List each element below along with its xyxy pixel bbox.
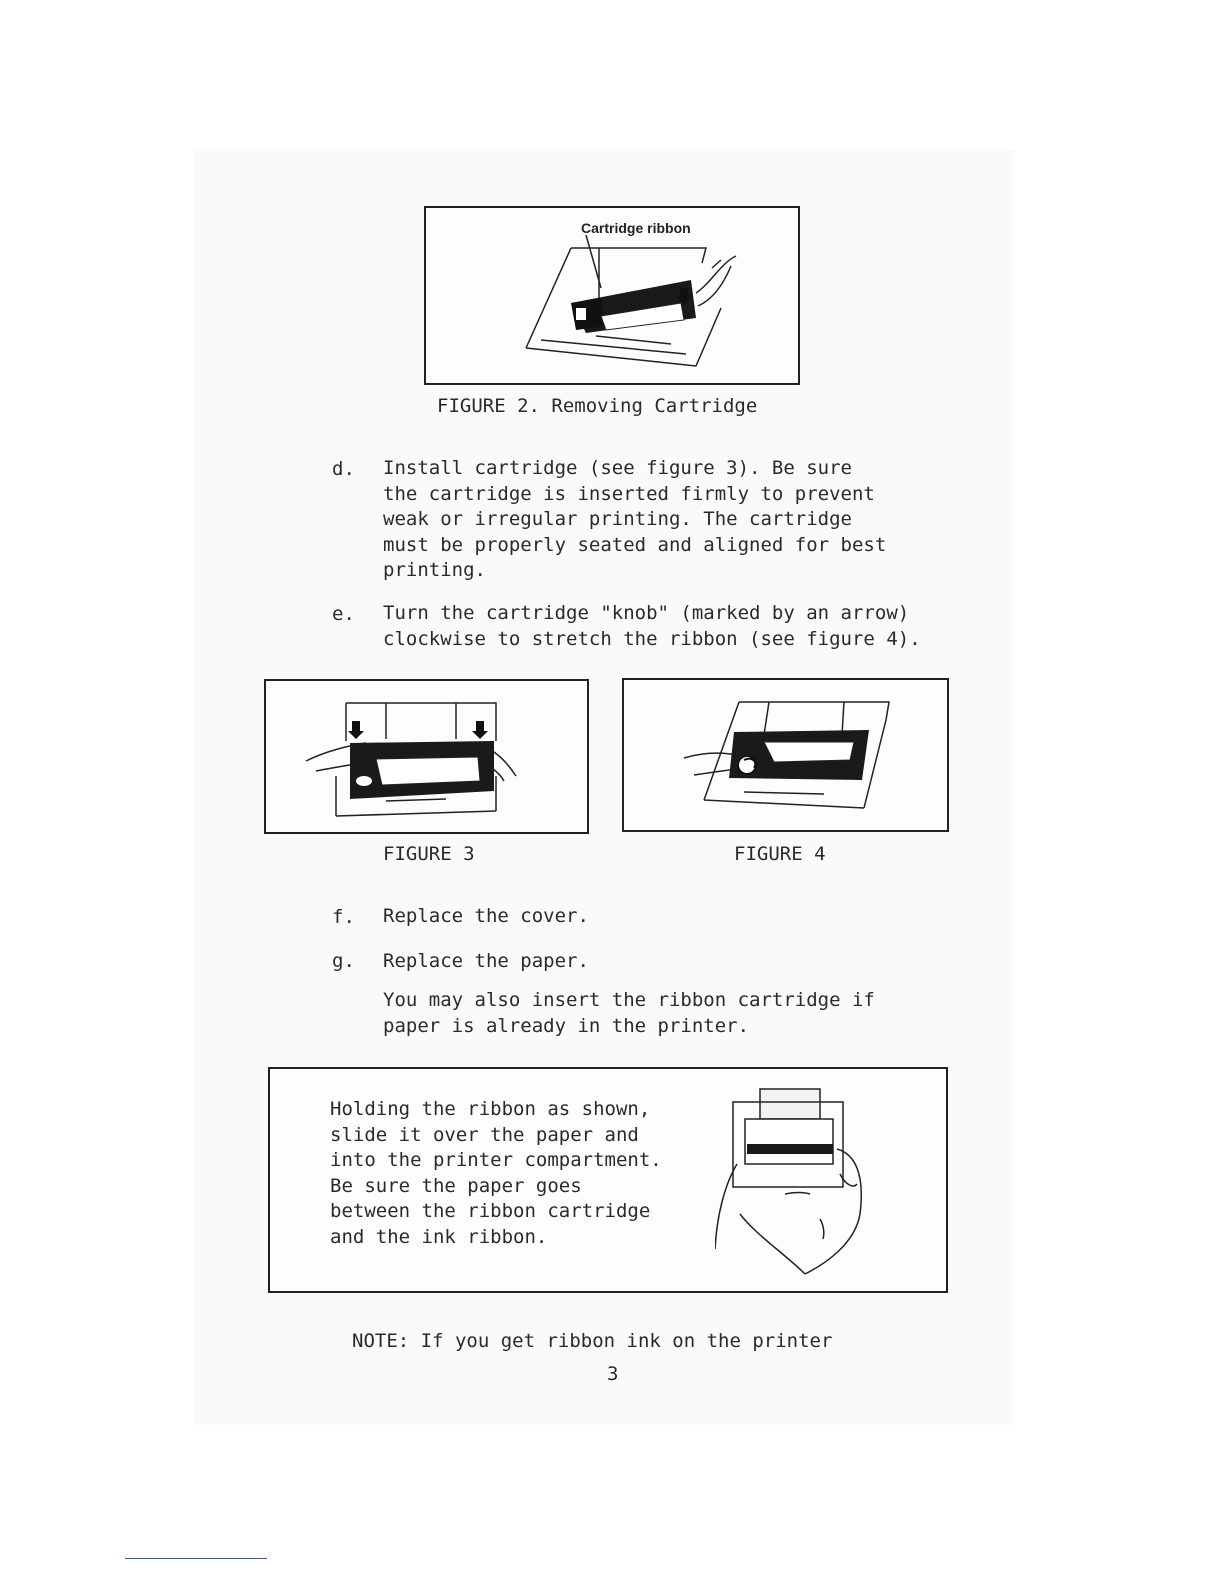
cartridge-install-illustration xyxy=(266,681,587,832)
step-f-text: Replace the cover. xyxy=(383,905,589,927)
callout-box xyxy=(268,1067,948,1293)
step-g-text: Replace the paper. xyxy=(383,950,589,972)
cartridge-removal-illustration xyxy=(426,208,798,383)
step-f-marker: f. xyxy=(332,906,355,928)
insert-note-paragraph: You may also insert the ribbon cartridge if paper is already in the printer. xyxy=(383,989,875,1037)
figure-3-frame xyxy=(264,679,589,834)
step-d-text: Install cartridge (see figure 3). Be sure the cartridge is inserted firmly to prevent weak or irregular printing. The cartridge must be properly seated and aligned for best printing. xyxy=(383,457,887,581)
figure-2-caption: FIGURE 2. Removing Cartridge xyxy=(437,395,758,417)
knob-turn-illustration xyxy=(624,680,947,830)
step-e-text: Turn the cartridge "knob" (marked by an arrow) clockwise to stretch the ribbon (see figure 4). xyxy=(383,602,921,650)
figure-2-frame xyxy=(424,206,800,385)
step-g-marker: g. xyxy=(332,950,355,972)
callout-text: Holding the ribbon as shown, slide it over the paper and into the printer compartment. Be sure the paper goes between the ribbon cartridge and the ink ribbon. xyxy=(330,1098,662,1248)
note-line: NOTE: If you get ribbon ink on the printer xyxy=(352,1330,833,1352)
step-d-marker: d. xyxy=(332,458,355,480)
cartridge-ribbon-label: Cartridge ribbon xyxy=(581,220,691,236)
figure-4-caption: FIGURE 4 xyxy=(734,843,826,865)
page-number: 3 xyxy=(607,1363,619,1385)
footer-rule xyxy=(125,1558,267,1559)
figure-4-frame xyxy=(622,678,949,832)
hand-holding-ribbon-illustration xyxy=(715,1074,915,1289)
figure-3-caption: FIGURE 3 xyxy=(383,843,475,865)
step-e-marker: e. xyxy=(332,603,355,625)
